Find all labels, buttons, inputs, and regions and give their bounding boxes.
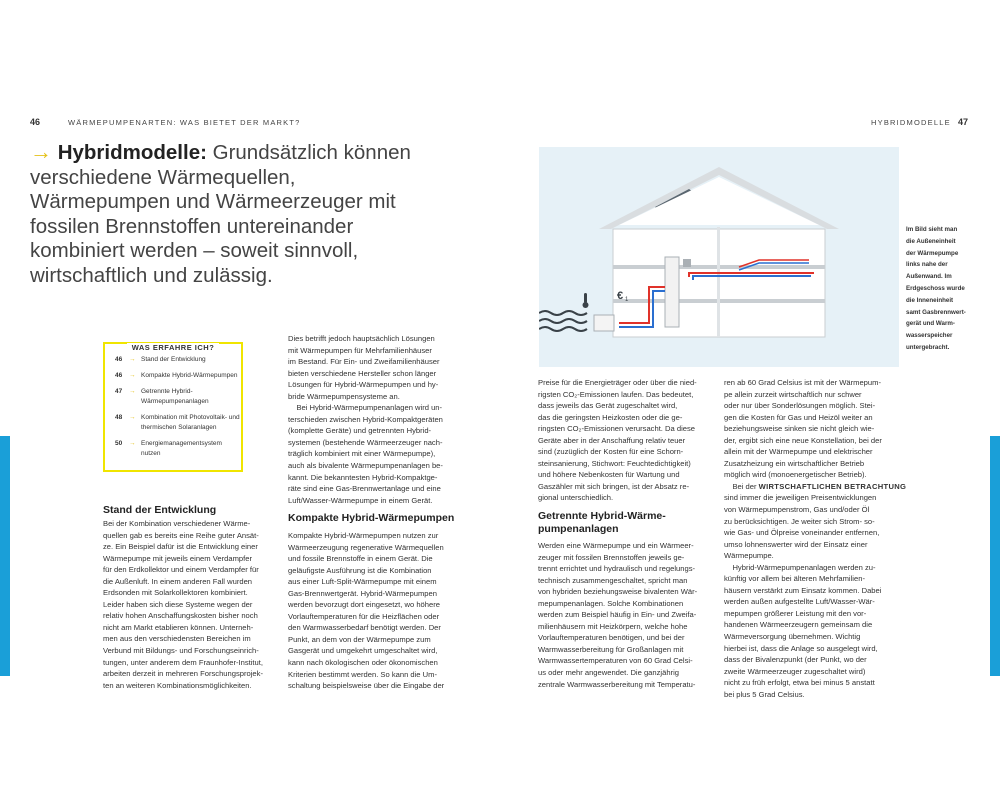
euro-sub: 1 [625,297,629,303]
bold-term: WIRTSCHAFTLICHEN BETRACHTUNG [758,481,907,491]
heading-stand: Stand der Entwicklung [103,504,217,516]
arrow-icon: → [30,139,52,164]
arrow-icon: → [129,440,136,447]
text-kompakt: Kompakte Hybrid-Wärmepumpen nutzen zur Wärmeerzeugung regenerative Wärmequellen und fossile Brennstoffe in einem Gerät. Die geläufigste Ausführung ist die Kombination aus einer Luft-Split-Wärmepumpe mit einem Gas-Brennwertgerät. Hybrid-Wärmepumpen werden bevorzugt dort eingesetzt, wo höhere Vorlauftemperaturen für die Heizflächen oder den Warmwasserbedarf benötigt werden. Der Punkt, an dem von der Wärmepumpe zum Gasgerät und umgekehrt umgeschaltet wird, kann nach ökologischen oder ökonomischen Kriterien bestimmt werden. So kann die Um- schaltung beispielsweise über die Eingabe der [288,531,445,691]
toc-item: 46 → Stand der Entwicklung [115,356,206,363]
boiler [683,259,691,267]
arrow-icon: → [129,388,136,395]
house-illustration [539,147,899,367]
left-edge-bar [0,436,10,676]
toc-item: 46 → Kompakte Hybrid-Wärmepumpen [115,372,238,379]
text-col2-top: Dies betrifft jedoch hauptsächlich Lösungen mit Wärmepumpen für Mehrfamilienhäuser im Bestand. Für Ein- und Zweifamilienhäuser bieten verschiedene Hersteller schon länger Lösungen für Hybrid-Wärmepumpen und hy- bride Wärmepumpensysteme an. Bei Hybrid-Wärmepumpenanlagen wird un- terschieden zwischen Hybrid-Kompaktgeräten (komplette Geräte) und getrennten Hybrid- systemen (bestehende Wärmeerzeuger nach- träglich kombiniert mit einer Wärmepumpe), auch als bivalente Wärmepumpenanlagen be- kannt. Die bekanntesten Hybrid-Kompaktge- räte sind eine Gas-Brennwertanlage und eine Luft/Wasser-Wärmepumpe in einem Gerät. [288,334,443,505]
toc-item: 47 → Getrennte Hybrid-Wärmepumpenanlagen [115,388,209,405]
intro-keyword: Hybridmodelle: [57,141,207,164]
outdoor-unit [594,315,614,331]
intro-lead [30,140,430,288]
text-stand: Bei der Kombination verschiedener Wärme- quellen gab es bereits eine Reihe guter Ansät- ze. Ein Beispiel dafür ist die Entwicklung einer Wärmepumpe mit jeweils einem Verdampfer für den Erdkollektor und einem Verdampfer für die Außenluft. In einem anderen Fall wurden Erdsonden mit Solarkollektoren kombiniert. Leider haben sich diese Systeme wegen der relativ hohen Anschaffungskosten bisher noch nicht am Markt etablieren können. Unterneh- men aus den verschiedensten Bereichen im Verbund mit Bildungs- und Forschungseinrich- tungen, unter anderem dem Fraunhofer-Institut, arbeiten derzeit in mehreren Forschungsprojek- ten an weiteren Kombinationsmöglichkeiten. [103,519,263,690]
toc-item: 50 → Energiemanagementsystem nutzen [115,440,222,457]
toc-box [103,342,243,472]
left-page-number: 46 [30,117,41,127]
figure-caption: Im Bild sieht man die Außeneinheit der Wärmepumpe links nahe der Außenwand. Im Erdgeschoss wurde die Inneneinheit samt Gasbrennwert- gerät und Warm- wasserspeicher untergebracht. [906,226,966,351]
arrow-icon: → [129,356,136,363]
inner-wall [717,227,720,337]
left-running-title: WÄRMEPUMPENARTEN: WAS BIETET DER MARKT? [68,118,301,127]
text-col3-top: Preise für die Energieträger oder über die nied- rigsten CO₂-Emissionen laufen. Das bedeutet, dass jeweils das Gerät zugeschaltet wird, das die geringsten Heizkosten oder die ge- ringsten CO₂-Emissionen verursacht. Da diese Geräte aber in der Anschaffung relativ teuer sind (zuzüglich der Kosten für eine Schorn- steinsanierung, Stichwort: Feuchtedichtigkeit) und höhere Nebenkosten für Wartung und Gaszähler mit sich bringen, ist der Absatz re- gional unterschiedlich. [538,378,697,503]
toc-title: WAS ERFAHRE ICH? [127,343,220,352]
arrow-icon: → [129,372,136,379]
house-diagram [539,147,899,367]
right-running-title: HYBRIDMODELLE [871,118,951,127]
text-col4: ren ab 60 Grad Celsius ist mit der Wärmepum- pe allein zurzeit wirtschaftlich nur schwer oder nur über Sonderlösungen möglich. Stei- gen die Kosten für Gas und Heizöl weiter an beziehungsweise sinken sie nicht gleich wie- der, ergibt sich eine neue Konstellation, bei der allein mit der Wärmepumpe und elektrischer Zusatzheizung ein wirtschaftlicher Betrieb möglich wird (monoenergetischer Betrieb). Bei der WIRTSCHAFTLICHEN BETRACHTUNG sind immer die jeweiligen Preisentwicklungen von Wärmepumpenstrom, Gas und/oder Öl zu berücksichtigen. Je weiter sich Strom- so- wie Gas- und Ölpreise voneinander entfernen, umso lohnenswerter wird der Einsatz einer Wärmepumpe. Hybrid-Wärmepumpenanlagen werden zu- künftig vor allem bei älteren Mehrfamilien- häusern verstärkt zum Einsatz kommen. Dabei werden außen aufgestellte Luft/Wasser-Wär- mepumpen größerer Leistung mit den vor- handenen Wärmeerzeugern gemeinsam die Wärmeversorgung übernehmen. Wichtig hierbei ist, dass die Anlage so ausgelegt wird, dass der Bivalenzpunkt (der Punkt, wo der zweite Wärmeerzeuger zugeschaltet wird) nicht zu früh erfolgt, etwa bei minus 5 anstatt bei plus 5 Grad Celsius. [724,378,907,699]
intro-text: Grundsätzlich können verschiedene Wärmequellen, Wärmepumpen und Wärmeerzeuger mit fossilen Brennstoffen untereinander kombiniert werden – soweit sinnvoll, wirtschaftlich und zulässig. [30,141,411,287]
toc-item: 48 → Kombination mit Photovoltaik- und thermischen Solaranlagen [115,414,240,431]
right-page-number: 47 [958,117,969,127]
indoor-unit [665,257,679,327]
arrow-icon: → [129,414,136,421]
right-edge-bar [990,436,1000,676]
heading-getrennt: Getrennte Hybrid-Wärme- pumpenanlagen [538,510,666,535]
text-getrennt: Werden eine Wärmepumpe und ein Wärmeer- zeuger mit fossilen Brennstoffen jeweils ge- trennt errichtet und hydraulisch und regelungs- technisch zusammengeschaltet, spricht man von hybriden beziehungsweise bivalenten Wär- mepumpenanlagen. Solche Kombinationen werden zum Beispiel häufig in Ein- und Zweifa- milienhäusern mit Heizkörpern, welche hohe Vorlauftemperaturen benötigen, und bei der Warmwasserbereitung für Großanlagen mit Warmwassertemperaturen von 60 Grad Celsi- us oder mehr angewendet. Die ganzjährig zentrale Warmwasserbereitung mit Temperatu- [538,541,698,689]
euro-icon: € [617,290,624,302]
heading-kompakt: Kompakte Hybrid-Wärmepumpen [288,512,455,524]
